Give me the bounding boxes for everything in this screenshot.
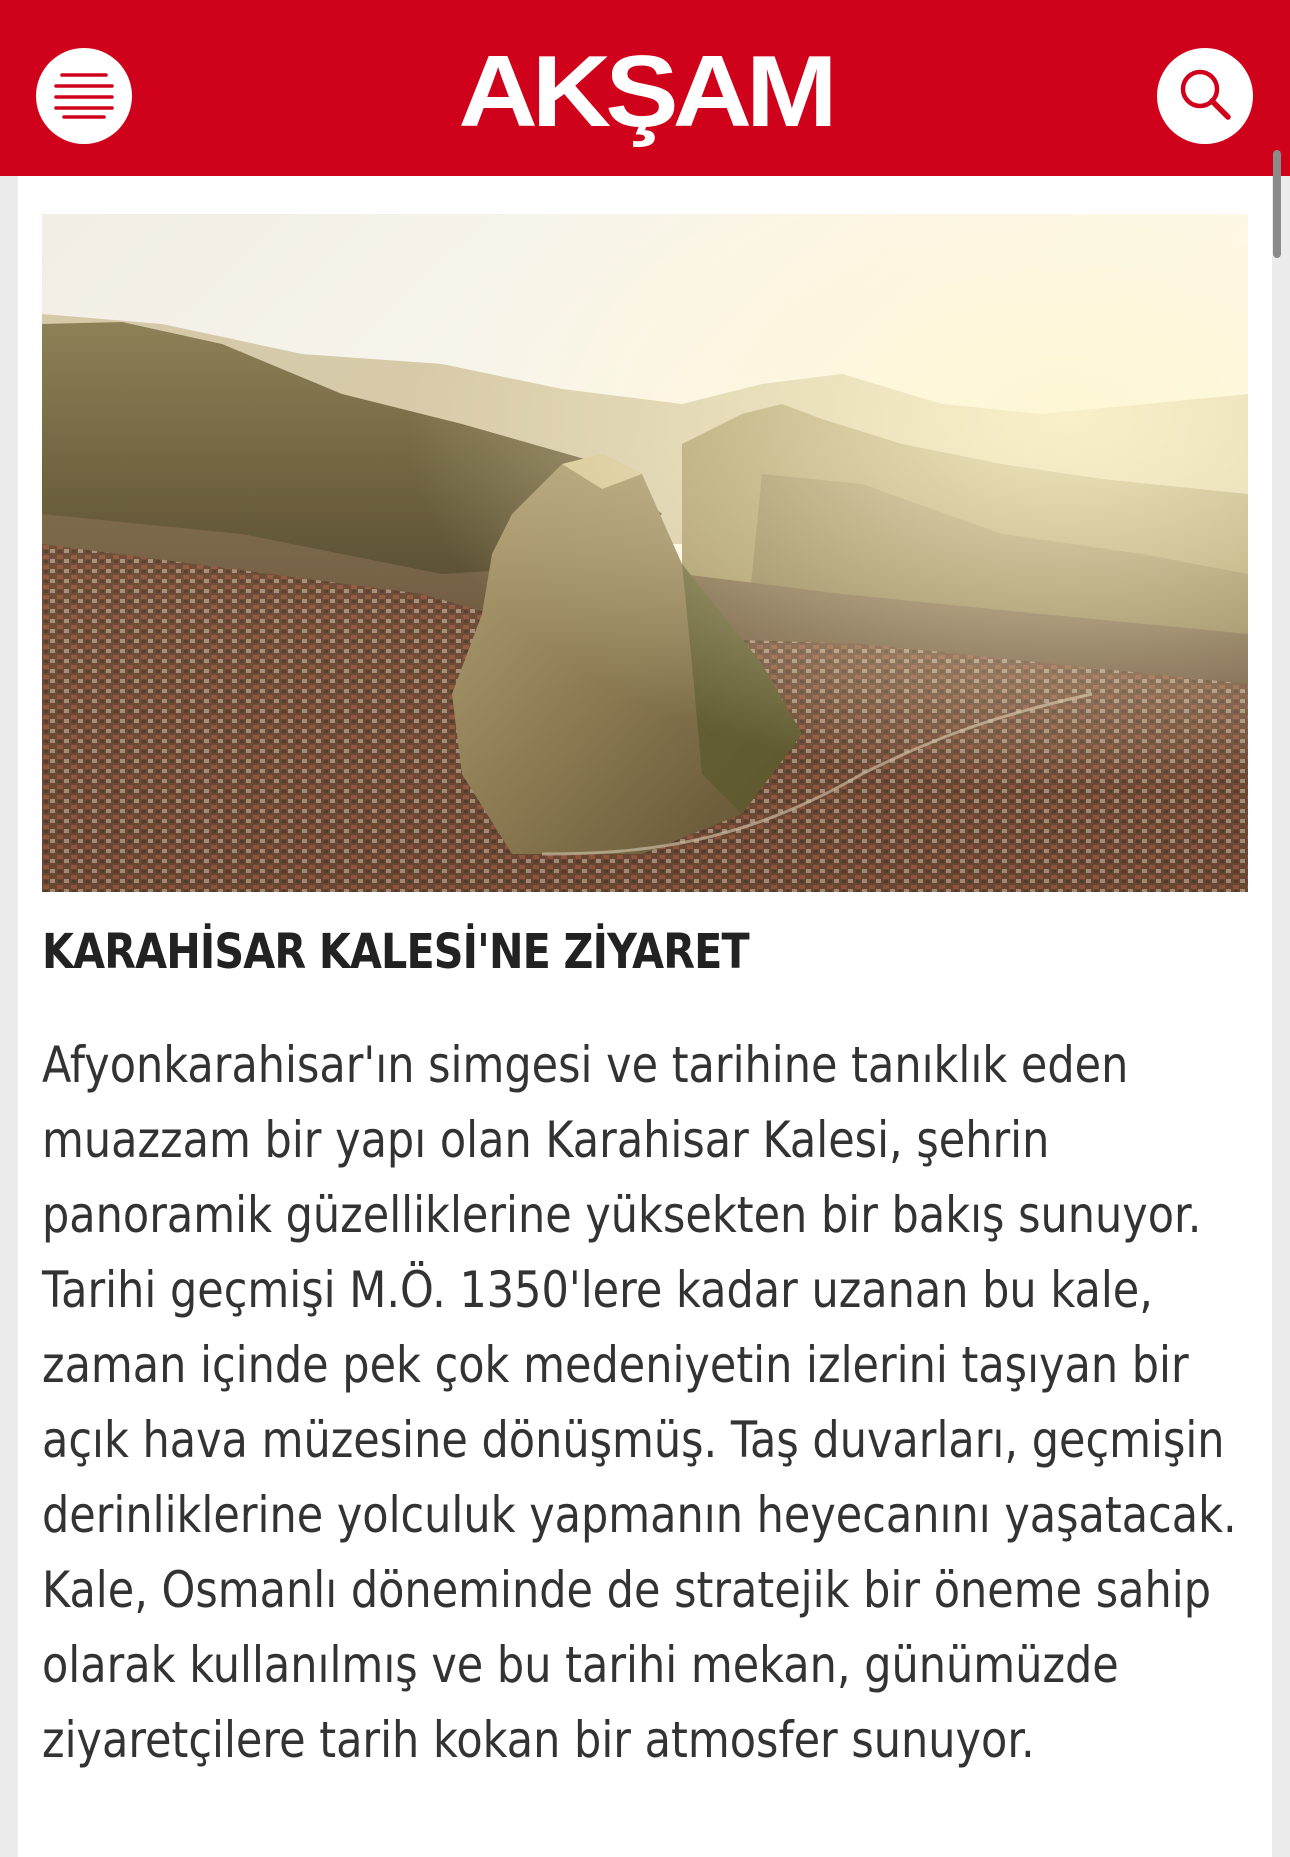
site-header (0, 0, 1290, 176)
article-hero-image (42, 214, 1248, 892)
article-body: Afyonkarahisar'ın simgesi ve tarihine tanıklık eden muazzam bir yapı olan Karahisar Kalesi, şehrin panoramik güzelliklerine yüksekten bir bakış sunuyor. Tarihi geçmişi M.Ö. 1350'lere kadar uzanan bu kale, zaman içinde pek çok medeniyetin izlerini taşıyan bir açık hava müzesine dönüşmüş. Taş duvarları, geçmişin derinliklerine yolculuk yapmanın heyecanını yaşatacak. Kale, Osmanlı döneminde de stratejik bir öneme sahip olarak kullanılmış ve bu tarihi mekan, günümüzde ziyaretçilere tarih kokan bir atmosfer sunuyor. (42, 1036, 1237, 1769)
scrollbar-thumb[interactable] (1273, 150, 1281, 258)
search-button[interactable] (1157, 48, 1253, 144)
article-title: KARAHİSAR KALESİ'NE ZİYARET (42, 924, 749, 980)
site-logo[interactable]: AKŞAM (458, 34, 832, 149)
search-icon (1175, 64, 1235, 129)
article-card (18, 176, 1272, 1857)
